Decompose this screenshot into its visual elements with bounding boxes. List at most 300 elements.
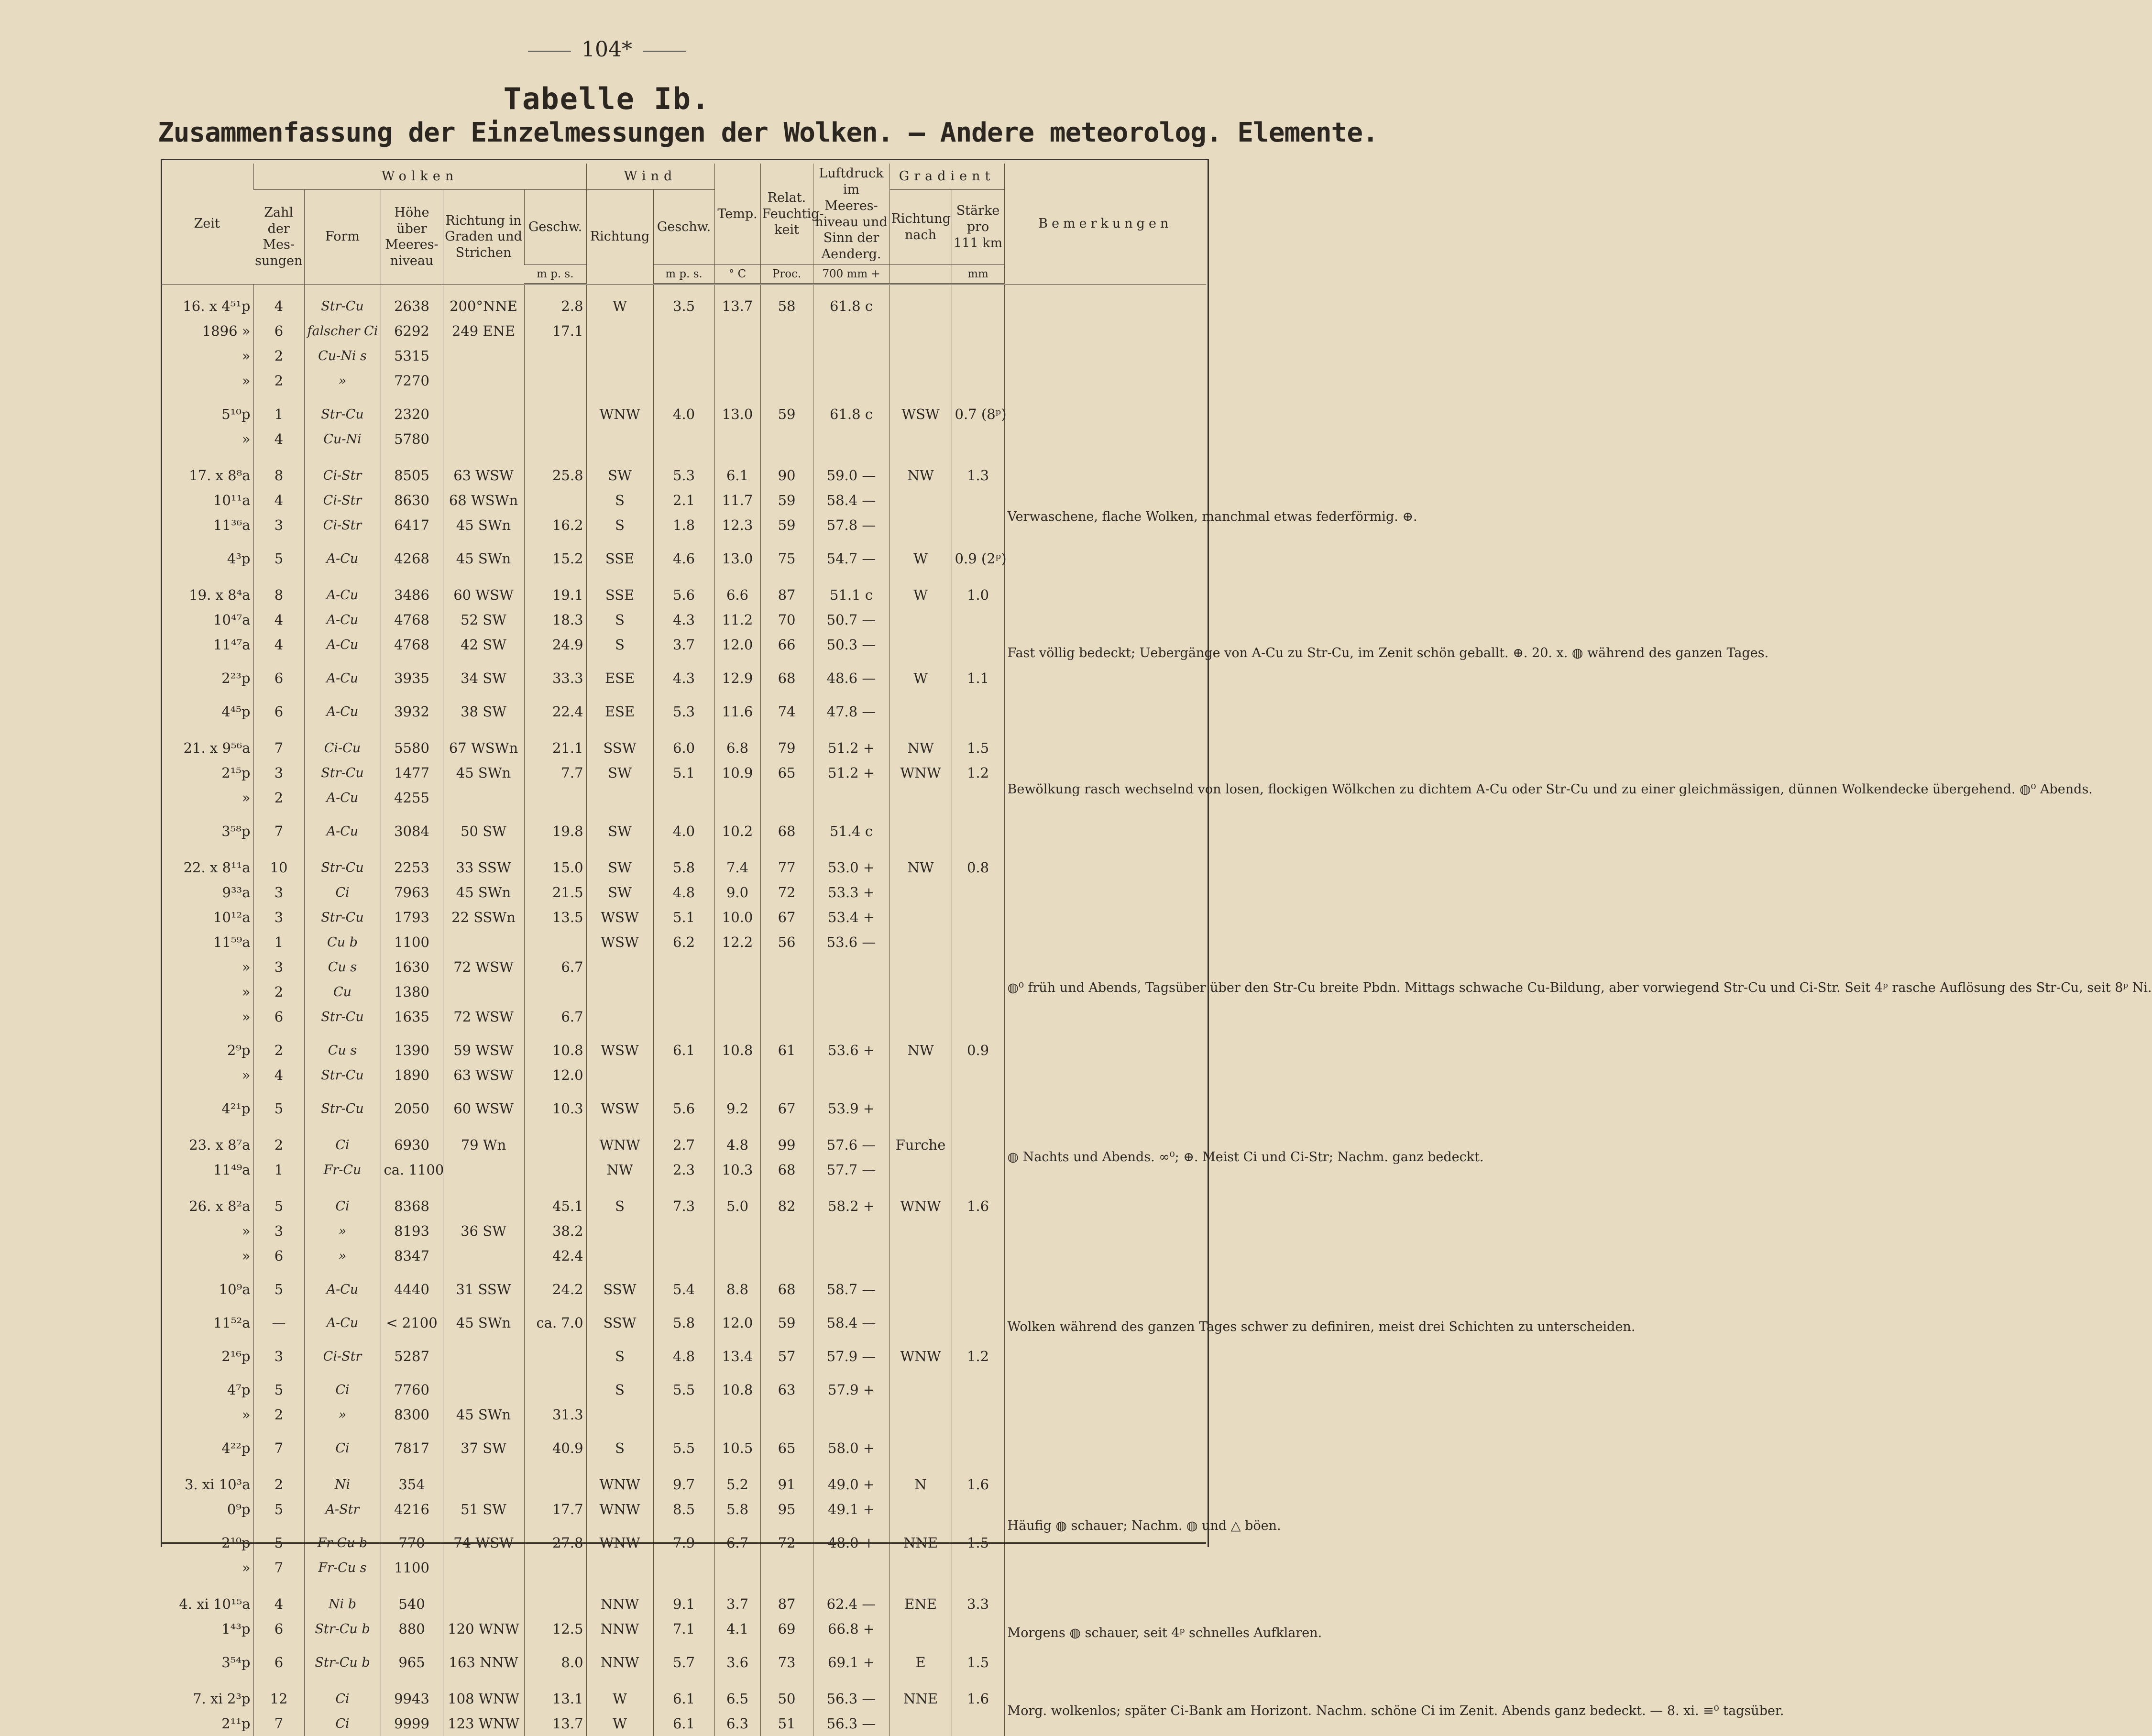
cell-wolken-geschw: 24.2 [524, 1277, 586, 1302]
cell-form: Str-Cu b [304, 1616, 381, 1641]
cell-wolken-geschw: 38.2 [524, 1219, 586, 1243]
cell-wind-geschw: 6.2 [653, 930, 714, 955]
cell-gradient-richtung [889, 1310, 952, 1335]
cell-zahl: 6 [253, 1650, 304, 1675]
cell-gradient-richtung [889, 880, 952, 905]
cell-zeit: » [242, 348, 251, 364]
cell-zahl: 4 [253, 632, 304, 657]
header-bemerkungen: Bemerkungen [1004, 164, 1206, 284]
cell-hoehe: 7963 [381, 880, 443, 905]
cell-wolken-richtung [443, 343, 524, 368]
cell-form: » [304, 1243, 381, 1268]
cell-hoehe: 2253 [381, 855, 443, 880]
cell-wind-richtung: S [586, 1436, 653, 1461]
unit-proc: Proc. [760, 265, 813, 285]
cell-wolken-richtung: 33 SSW [443, 855, 524, 880]
cell-hoehe: 4440 [381, 1277, 443, 1302]
cell-wolken-richtung: 72 WSW [443, 1004, 524, 1029]
cell-zeit: 4⁴⁵p [221, 703, 251, 720]
cell-feuchtigkeit: 69 [760, 1616, 813, 1641]
cell-form: Ci-Str [304, 513, 381, 538]
cell-form: A-Cu [304, 546, 381, 571]
cell-zahl: 4 [253, 488, 304, 513]
cell-wind-richtung: S [586, 632, 653, 657]
cell-gradient-richtung [889, 1555, 952, 1580]
cell-wolken-geschw [524, 930, 586, 955]
cell-temp [714, 427, 760, 451]
cell-zahl: 4 [253, 1592, 304, 1616]
header-form: Form [304, 190, 381, 285]
cell-zeit: 9³³a [222, 884, 251, 901]
cell-wolken-richtung: 249 ENE [443, 319, 524, 343]
cell-zeit: 4³p [227, 550, 251, 567]
cell-luftdruck [813, 368, 889, 393]
cell-staerke [952, 427, 1004, 451]
unit-celsius: ° C [714, 265, 760, 285]
cell-form: Cu b [304, 930, 381, 955]
cell-wolken-richtung [443, 930, 524, 955]
cell-wolken-richtung [443, 979, 524, 1004]
cell-zeit: 22. x 8¹¹a [183, 859, 251, 876]
cell-form: Ci [304, 1377, 381, 1402]
cell-feuchtigkeit [760, 1402, 813, 1427]
cell-zeit: » [242, 1248, 251, 1264]
cell-wind-richtung: S [586, 488, 653, 513]
cell-zeit: 17. x 8⁸a [189, 467, 251, 483]
cell-wind-richtung: WNW [586, 1497, 653, 1522]
cell-wind-geschw [653, 343, 714, 368]
cell-temp: 6.5 [714, 1686, 760, 1711]
cell-luftdruck [813, 1004, 889, 1029]
cell-temp: 8.8 [714, 1277, 760, 1302]
cell-feuchtigkeit: 75 [760, 546, 813, 571]
cell-zeit: 2²³p [221, 670, 251, 686]
table-row [161, 736, 1206, 760]
cell-wolken-richtung [443, 1472, 524, 1497]
cell-wind-geschw: 5.3 [653, 699, 714, 724]
cell-zahl: 5 [253, 1497, 304, 1522]
cell-zeit: 10⁴⁷a [213, 612, 251, 628]
cell-zahl: 5 [253, 546, 304, 571]
cell-gradient-richtung [889, 632, 952, 657]
cell-temp: 10.5 [714, 1436, 760, 1461]
cell-staerke [952, 1063, 1004, 1088]
cell-temp [714, 1219, 760, 1243]
cell-luftdruck [813, 1243, 889, 1268]
spacer-row [161, 724, 1206, 736]
cell-wind-geschw: 5.3 [653, 463, 714, 488]
cell-gradient-richtung [889, 1157, 952, 1182]
cell-staerke [952, 1497, 1004, 1522]
cell-temp [714, 1243, 760, 1268]
cell-wind-geschw: 8.5 [653, 1497, 714, 1522]
cell-feuchtigkeit: 99 [760, 1132, 813, 1157]
cell-wolken-geschw: 25.8 [524, 463, 586, 488]
cell-wolken-geschw: 15.0 [524, 855, 586, 880]
cell-hoehe: 7817 [381, 1436, 443, 1461]
cell-wind-richtung: SW [586, 463, 653, 488]
cell-wind-richtung: SW [586, 760, 653, 785]
cell-wolken-geschw: 8.0 [524, 1650, 586, 1675]
cell-hoehe: 770 [381, 1530, 443, 1555]
spacer-row [161, 1580, 1206, 1592]
cell-gradient-richtung: NW [889, 463, 952, 488]
cell-wolken-richtung: 63 WSW [443, 463, 524, 488]
cell-temp: 12.0 [714, 1310, 760, 1335]
cell-temp: 11.7 [714, 488, 760, 513]
cell-feuchtigkeit: 50 [760, 1686, 813, 1711]
cell-staerke [952, 1711, 1004, 1736]
cell-wolken-geschw [524, 1592, 586, 1616]
cell-staerke [952, 880, 1004, 905]
spacer-row [161, 1675, 1206, 1686]
cell-staerke [952, 955, 1004, 979]
cell-temp: 12.0 [714, 632, 760, 657]
cell-zeit: 11⁴⁷a [213, 637, 251, 653]
cell-zeit: » [242, 431, 251, 447]
cell-zahl: 7 [253, 1555, 304, 1580]
cell-zahl: 6 [253, 1243, 304, 1268]
cell-zeit: 21. x 9⁵⁶a [183, 740, 251, 756]
cell-form: » [304, 1219, 381, 1243]
cell-luftdruck: 54.7 — [813, 546, 889, 571]
cell-zeit: 1896 » [202, 323, 251, 339]
cell-luftdruck: 69.1 + [813, 1650, 889, 1675]
cell-hoehe: 6930 [381, 1132, 443, 1157]
cell-form: Ci [304, 1686, 381, 1711]
cell-wind-geschw: 4.6 [653, 546, 714, 571]
cell-wind-geschw: 5.4 [653, 1277, 714, 1302]
cell-hoehe: 9999 [381, 1711, 443, 1736]
cell-staerke [952, 513, 1004, 538]
cell-zeit: » [242, 1406, 251, 1423]
cell-form: A-Cu [304, 666, 381, 691]
cell-luftdruck: 57.6 — [813, 1132, 889, 1157]
cell-temp: 5.2 [714, 1472, 760, 1497]
cell-wind-geschw: 5.8 [653, 855, 714, 880]
cell-wind-geschw [653, 319, 714, 343]
cell-feuchtigkeit: 63 [760, 1377, 813, 1402]
cell-temp: 5.8 [714, 1497, 760, 1522]
cell-temp [714, 319, 760, 343]
cell-hoehe: 4768 [381, 607, 443, 632]
cell-wind-richtung [586, 427, 653, 451]
cell-wind-geschw [653, 1219, 714, 1243]
cell-gradient-richtung: NW [889, 736, 952, 760]
cell-hoehe: 4768 [381, 632, 443, 657]
cell-feuchtigkeit [760, 427, 813, 451]
cell-wind-geschw: 2.3 [653, 1157, 714, 1182]
cell-wolken-richtung: 36 SW [443, 1219, 524, 1243]
cell-staerke [952, 368, 1004, 393]
cell-feuchtigkeit: 65 [760, 760, 813, 785]
cell-staerke [952, 343, 1004, 368]
cell-feuchtigkeit: 59 [760, 488, 813, 513]
header-wind: Wind [586, 164, 714, 190]
cell-wolken-richtung [443, 402, 524, 427]
cell-zeit: » [242, 1223, 251, 1239]
cell-wind-richtung: W [586, 294, 653, 319]
cell-staerke [952, 1132, 1004, 1157]
cell-gradient-richtung [889, 513, 952, 538]
cell-gradient-richtung: W [889, 546, 952, 571]
cell-staerke: 1.6 [952, 1686, 1004, 1711]
cell-wolken-richtung: 120 WNW [443, 1616, 524, 1641]
cell-zeit: 4²¹p [221, 1100, 251, 1117]
cell-staerke: 1.6 [952, 1194, 1004, 1219]
cell-gradient-richtung [889, 1497, 952, 1522]
measurement-table [161, 164, 2152, 1736]
cell-zeit: 11³⁶a [213, 517, 251, 533]
cell-hoehe: 2050 [381, 1096, 443, 1121]
cell-staerke [952, 1243, 1004, 1268]
cell-feuchtigkeit: 95 [760, 1497, 813, 1522]
spacer-row [161, 1182, 1206, 1194]
cell-wind-richtung: WSW [586, 1096, 653, 1121]
cell-gradient-richtung [889, 1711, 952, 1736]
cell-staerke: 0.9 (2ᵖ) [952, 546, 1004, 571]
cell-temp: 10.8 [714, 1377, 760, 1402]
table-row [161, 463, 1206, 488]
cell-wind-geschw: 1.8 [653, 513, 714, 538]
cell-form: Fr-Cu s [304, 1555, 381, 1580]
header-geschw-wolken: Geschw. [524, 190, 586, 265]
cell-feuchtigkeit: 67 [760, 1096, 813, 1121]
cell-zahl: 4 [253, 607, 304, 632]
cell-zahl: 3 [253, 513, 304, 538]
cell-feuchtigkeit: 59 [760, 402, 813, 427]
cell-hoehe: 8630 [381, 488, 443, 513]
cell-wolken-richtung: 42 SW [443, 632, 524, 657]
cell-form: Cu-Ni [304, 427, 381, 451]
cell-gradient-richtung [889, 294, 952, 319]
spacer-row [161, 571, 1206, 582]
cell-wind-richtung: W [586, 1686, 653, 1711]
cell-zeit: 3. xi 10³a [184, 1476, 251, 1493]
cell-wolken-geschw: 6.7 [524, 1004, 586, 1029]
cell-temp: 10.9 [714, 760, 760, 785]
cell-form: Ci-Str [304, 463, 381, 488]
cell-zeit: 26. x 8²a [189, 1198, 251, 1214]
cell-form: Ci-Str [304, 1344, 381, 1369]
cell-wolken-geschw: 17.7 [524, 1497, 586, 1522]
cell-zeit: » [242, 1067, 251, 1083]
cell-form: Str-Cu b [304, 1650, 381, 1675]
cell-zeit: 2⁹p [227, 1042, 251, 1058]
cell-wolken-geschw: 22.4 [524, 699, 586, 724]
cell-wind-geschw: 5.6 [653, 582, 714, 607]
cell-hoehe: 6417 [381, 513, 443, 538]
cell-luftdruck: 57.9 + [813, 1377, 889, 1402]
cell-zahl: 10 [253, 855, 304, 880]
cell-luftdruck: 50.3 — [813, 632, 889, 657]
cell-zahl: 5 [253, 1377, 304, 1402]
cell-bemerkungen: ◍ Nachts und Abends. ∞⁰; ⊕. Meist Ci und Ci-Str; Nachm. ganz bedeckt. [1004, 1132, 1206, 1182]
cell-wolken-geschw [524, 343, 586, 368]
cell-temp [714, 979, 760, 1004]
cell-form: » [304, 368, 381, 393]
cell-wolken-geschw [524, 1472, 586, 1497]
cell-hoehe: 5315 [381, 343, 443, 368]
cell-wind-geschw: 5.8 [653, 1310, 714, 1335]
unit-mm-gradient: mm [952, 265, 1004, 285]
cell-wind-geschw: 3.5 [653, 294, 714, 319]
cell-wind-geschw: 2.7 [653, 1132, 714, 1157]
cell-wolken-richtung [443, 1377, 524, 1402]
cell-luftdruck [813, 427, 889, 451]
cell-temp: 5.0 [714, 1194, 760, 1219]
cell-zeit: » [242, 790, 251, 806]
cell-wolken-geschw [524, 979, 586, 1004]
cell-zeit: 4⁷p [227, 1382, 251, 1398]
cell-zeit: » [242, 373, 251, 389]
cell-wolken-geschw: 12.5 [524, 1616, 586, 1641]
cell-bemerkungen: ◍⁰ früh und Abends, Tagsüber über den Str-Cu breite Pbdn. Mittags schwache Cu-Bildung, aber vorwiegend Str-Cu und Ci-Str. Seit 4ᵖ rasche Auflösung des Str-Cu, seit 8ᵖ Ni. [1004, 855, 1206, 1121]
cell-zahl: 6 [253, 319, 304, 343]
cell-feuchtigkeit: 74 [760, 699, 813, 724]
cell-feuchtigkeit: 51 [760, 1711, 813, 1736]
cell-form: Str-Cu [304, 1063, 381, 1088]
cell-luftdruck: 49.0 + [813, 1472, 889, 1497]
cell-wolken-richtung: 51 SW [443, 1497, 524, 1522]
cell-hoehe: 8193 [381, 1219, 443, 1243]
header-richtung-wolken: Richtung in Graden und Strichen [443, 190, 524, 285]
cell-wind-richtung: WNW [586, 1472, 653, 1497]
cell-temp [714, 1063, 760, 1088]
cell-form: Str-Cu [304, 294, 381, 319]
cell-feuchtigkeit: 65 [760, 1436, 813, 1461]
cell-zeit: 5¹⁰p [221, 406, 251, 422]
cell-gradient-richtung: NW [889, 855, 952, 880]
cell-wolken-richtung: 67 WSWn [443, 736, 524, 760]
cell-luftdruck: 61.8 c [813, 294, 889, 319]
cell-bemerkungen: Häufig ◍ schauer; Nachm. ◍ und △ böen. [1004, 1472, 1206, 1580]
cell-feuchtigkeit [760, 785, 813, 810]
cell-zahl: 2 [253, 368, 304, 393]
cell-form: Cu s [304, 1038, 381, 1063]
cell-zahl: 5 [253, 1194, 304, 1219]
cell-zahl: 1 [253, 402, 304, 427]
cell-zahl: 7 [253, 736, 304, 760]
cell-wind-richtung: S [586, 1344, 653, 1369]
cell-luftdruck: 53.6 + [813, 1038, 889, 1063]
cell-feuchtigkeit [760, 979, 813, 1004]
cell-wind-geschw [653, 1555, 714, 1580]
cell-wolken-geschw [524, 368, 586, 393]
page-number: 104* [0, 37, 1214, 62]
cell-wolken-geschw: 12.0 [524, 1063, 586, 1088]
cell-wind-richtung: WSW [586, 905, 653, 930]
cell-zeit: 1⁴³p [221, 1621, 251, 1637]
cell-gradient-richtung [889, 343, 952, 368]
cell-zahl: 1 [253, 930, 304, 955]
cell-zeit: » [242, 959, 251, 975]
cell-wind-richtung: S [586, 1377, 653, 1402]
cell-bemerkungen: Fast völlig bedeckt; Uebergänge von A-Cu zu Str-Cu, im Zenit schön geballt. ⊕. 20. x. ◍ während des ganzen Tages. [1004, 582, 1206, 724]
cell-wind-richtung: W [586, 1711, 653, 1736]
cell-temp: 10.0 [714, 905, 760, 930]
cell-feuchtigkeit [760, 1555, 813, 1580]
cell-staerke [952, 294, 1004, 319]
cell-zahl: 2 [253, 1402, 304, 1427]
cell-wolken-geschw: 45.1 [524, 1194, 586, 1219]
cell-form: Ci-Str [304, 488, 381, 513]
cell-wind-richtung: SW [586, 855, 653, 880]
cell-gradient-richtung: WNW [889, 1344, 952, 1369]
cell-gradient-richtung [889, 319, 952, 343]
cell-form: Str-Cu [304, 905, 381, 930]
cell-staerke [952, 1219, 1004, 1243]
cell-hoehe: 5287 [381, 1344, 443, 1369]
cell-feuchtigkeit: 61 [760, 1038, 813, 1063]
cell-luftdruck [813, 1555, 889, 1580]
cell-wind-richtung [586, 1004, 653, 1029]
cell-staerke: 1.5 [952, 1530, 1004, 1555]
cell-gradient-richtung: Furche [889, 1132, 952, 1157]
cell-luftdruck: 66.8 + [813, 1616, 889, 1641]
cell-gradient-richtung: NNE [889, 1530, 952, 1555]
cell-form: Fr-Cu b [304, 1530, 381, 1555]
cell-staerke [952, 819, 1004, 844]
cell-feuchtigkeit: 57 [760, 1344, 813, 1369]
cell-wolken-geschw: 40.9 [524, 1436, 586, 1461]
cell-hoehe: 1635 [381, 1004, 443, 1029]
cell-zahl: 7 [253, 819, 304, 844]
cell-staerke [952, 699, 1004, 724]
cell-gradient-richtung [889, 1096, 952, 1121]
cell-zahl: 4 [253, 427, 304, 451]
unit-blank [889, 265, 952, 285]
cell-feuchtigkeit: 66 [760, 632, 813, 657]
cell-wind-geschw [653, 955, 714, 979]
cell-wolken-richtung [443, 1157, 524, 1182]
cell-gradient-richtung [889, 1616, 952, 1641]
cell-wind-geschw: 2.1 [653, 488, 714, 513]
cell-zeit: » [242, 1560, 251, 1576]
cell-luftdruck: 58.7 — [813, 1277, 889, 1302]
cell-temp: 11.2 [714, 607, 760, 632]
cell-zeit: 11⁵⁹a [213, 934, 251, 950]
header-wolken: Wolken [253, 164, 586, 190]
cell-wolken-geschw: 27.8 [524, 1530, 586, 1555]
cell-wind-geschw: 4.8 [653, 880, 714, 905]
unit-mm: 700 mm + [813, 265, 889, 285]
cell-wolken-richtung [443, 368, 524, 393]
cell-feuchtigkeit: 68 [760, 1157, 813, 1182]
cell-form: Ci [304, 1132, 381, 1157]
cell-gradient-richtung [889, 955, 952, 979]
cell-zahl: 6 [253, 699, 304, 724]
cell-zahl: 3 [253, 1344, 304, 1369]
cell-wolken-geschw: 13.5 [524, 905, 586, 930]
cell-wolken-richtung [443, 427, 524, 451]
cell-zeit: 10¹¹a [213, 492, 251, 508]
cell-wolken-richtung [443, 1555, 524, 1580]
cell-zeit: 3⁵⁸p [221, 823, 251, 839]
cell-wolken-richtung: 52 SW [443, 607, 524, 632]
cell-hoehe: 4216 [381, 1497, 443, 1522]
cell-bemerkungen: Morgens ◍ schauer, seit 4ᵖ schnelles Aufklaren. [1004, 1592, 1206, 1675]
cell-hoehe: 6292 [381, 319, 443, 343]
cell-temp: 6.8 [714, 736, 760, 760]
cell-wolken-geschw: 13.1 [524, 1686, 586, 1711]
cell-staerke: 1.5 [952, 1650, 1004, 1675]
cell-temp [714, 785, 760, 810]
cell-gradient-richtung [889, 1004, 952, 1029]
cell-zeit: 11⁵²a [213, 1315, 251, 1331]
cell-wolken-richtung [443, 785, 524, 810]
cell-wolken-richtung [443, 1243, 524, 1268]
